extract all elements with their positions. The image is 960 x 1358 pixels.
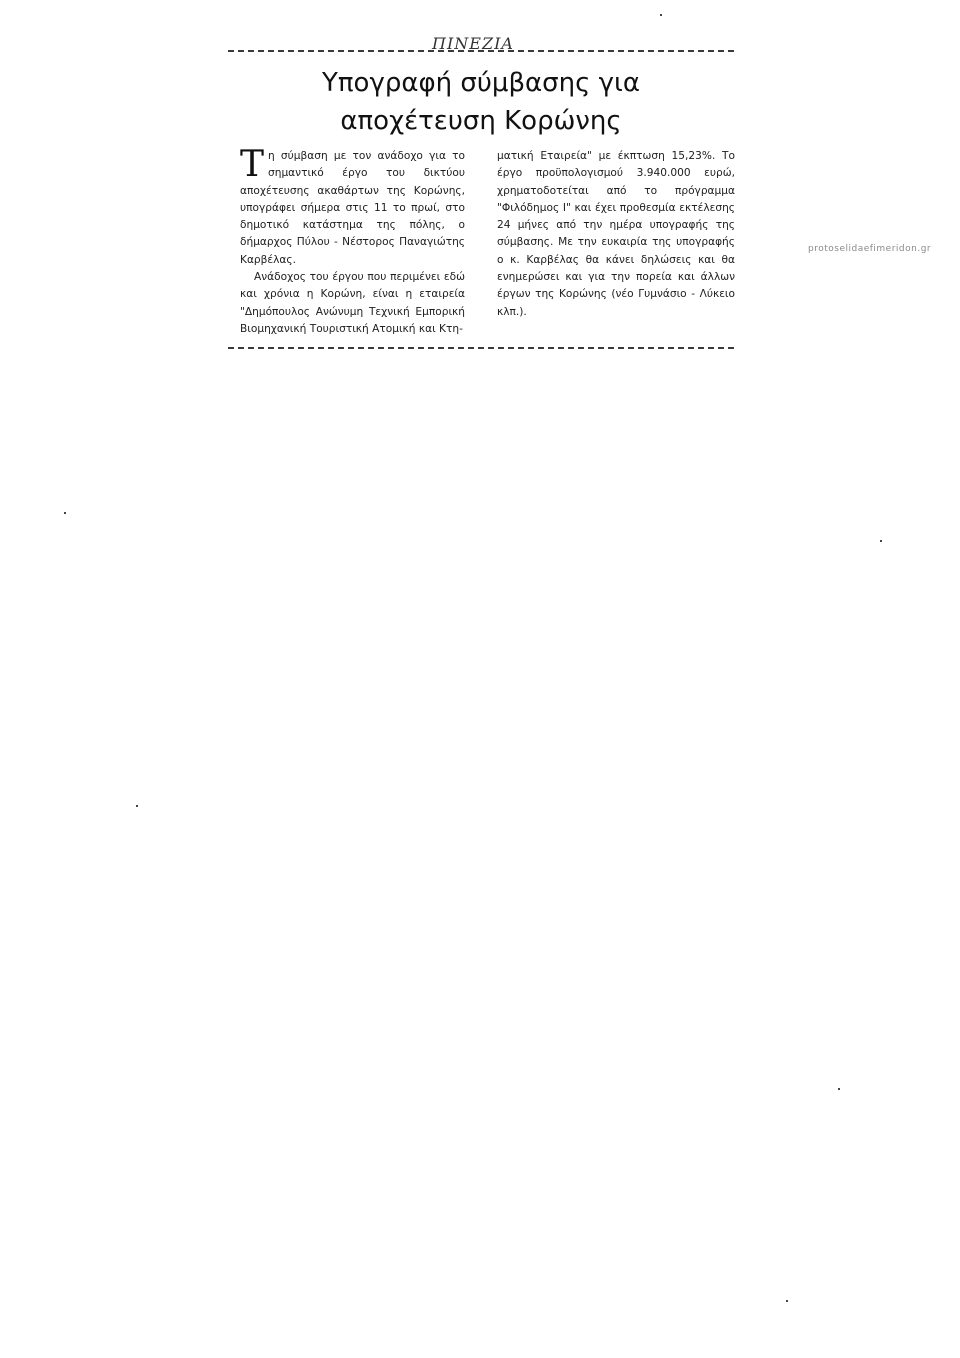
drop-cap: Τ (240, 144, 265, 185)
scan-speck (786, 1300, 788, 1302)
right-paragraph-1: ματική Εταιρεία" με έκπτωση 15,23%. Το έργο προϋπολογισμού 3.940.000 ευρώ, χρηματοδοτείται από το πρόγραμμα "Φιλόδημος Ι" και έχει προθεσμία εκτέλεσης 24 μήνες από την ημέρα υπογραφής της σύμβασης. Με την ευκαιρία της υπογραφής ο κ. Καρβέλας θα κάνει δηλώσεις και θα ενημερώσει και για την πορεία και άλλων έργων της Κορώνης (νέο Γυμνάσιο - Λύκειο κλπ.). (497, 150, 735, 318)
scan-speck (64, 512, 66, 514)
source-watermark: protoselidaefimeridon.gr (808, 244, 932, 254)
left-paragraph-2: Ανάδοχος του έργου που περιμένει εδώ και χρόνια η Κορώνη, είναι η εταιρεία "Δημόπουλος Ανώνυμη Τεχνική Εμπορική Βιομηχανική Τουριστική Ατομική και Κτη- (240, 271, 465, 335)
headline-line-2: αποχέτευση Κορώνης (340, 106, 622, 136)
article-right-column (497, 148, 735, 321)
headline-line-1: Υπογραφή σύμβασης για (322, 68, 640, 98)
article-left-column (240, 144, 465, 338)
article-headline (236, 64, 726, 140)
scan-speck (660, 14, 662, 16)
scan-speck (880, 540, 882, 542)
handwritten-note: ΠΙΝΕΖΙΑ (432, 34, 514, 53)
bottom-dashed-rule (228, 347, 734, 349)
left-paragraph-1-text: η σύμβαση με τον ανάδοχο για το σημαντικό έργο του δικτύου αποχέτευσης ακαθάρτων της Κορώνης, υπογράφει σήμερα στις 11 το πρωί, στο δημοτικό κατάστημα της πόλης, ο δήμαρχος Πύλου - Νέστορος Παναγιώτης Καρβέλας. (240, 150, 465, 266)
left-paragraph-1 (240, 144, 465, 269)
scan-speck (838, 1088, 840, 1090)
scan-speck (136, 805, 138, 807)
